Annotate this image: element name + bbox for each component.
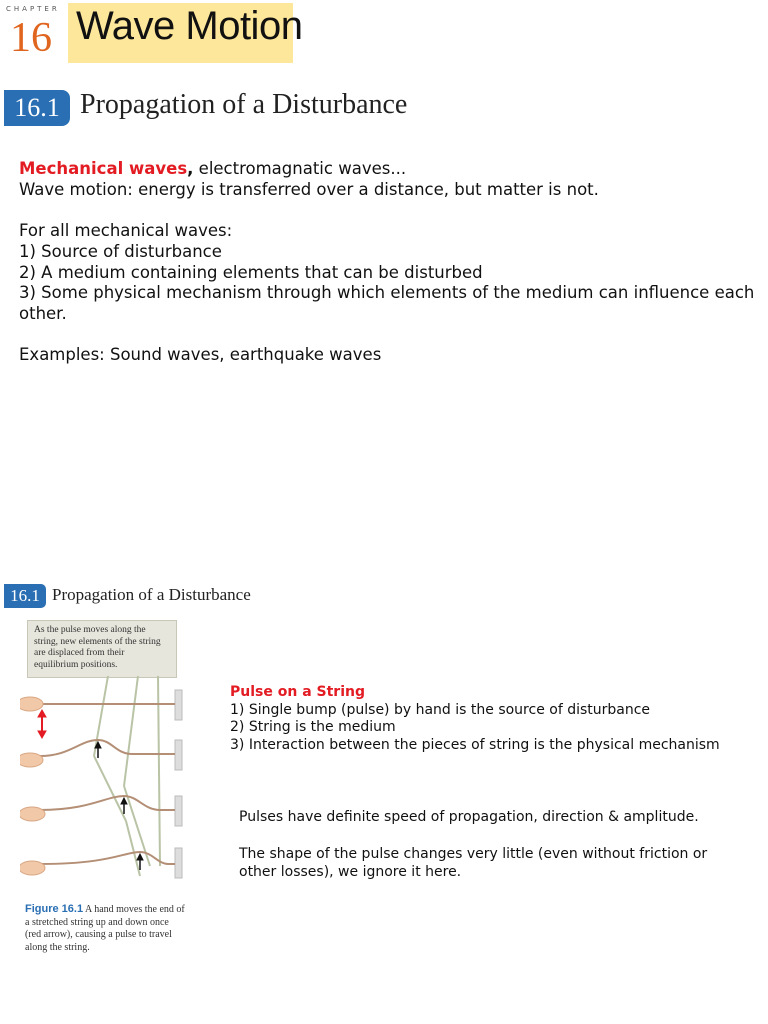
list-item: 1) Single bump (pulse) by hand is the source of disturbance <box>230 701 651 718</box>
list-heading: For all mechanical waves: <box>19 221 233 241</box>
list-item: 3) Interaction between the pieces of string is the physical mechanism <box>230 736 720 753</box>
note-line-1: Pulses have definite speed of propagation, direction & amplitude. <box>239 809 699 825</box>
highlight-suffix: , <box>187 159 194 178</box>
figure-callout-box: As the pulse moves along the string, new elements of the string are displaced from their equilibrium positions. <box>27 620 177 678</box>
wall <box>175 740 182 770</box>
list-item: 1) Source of disturbance <box>19 241 222 261</box>
figure-section-number-badge: 16.1 <box>4 584 46 608</box>
string <box>40 852 175 864</box>
intro-line-1-rest: electromagnatic waves... <box>193 159 407 178</box>
wall <box>175 796 182 826</box>
list-item: 3) Some physical mechanism through which elements of the medium can influence each other. <box>19 283 755 323</box>
wall <box>175 848 182 878</box>
list-item: 2) String is the medium <box>230 719 396 736</box>
intro-text <box>19 159 759 366</box>
pulse-notes <box>239 809 739 881</box>
examples-line: Examples: Sound waves, earthquake waves <box>19 345 382 365</box>
wall <box>175 690 182 720</box>
note-line-2: The shape of the pulse changes very little (even without friction or other losses), we ignore it here. <box>239 845 708 880</box>
chapter-label: CHAPTER <box>6 5 60 13</box>
highlight-term: Mechanical waves <box>19 159 188 178</box>
guide-line <box>94 756 126 821</box>
string <box>40 796 175 810</box>
section-number-badge: 16.1 <box>4 90 70 126</box>
figure-caption-label: Figure 16.1 <box>25 903 84 915</box>
chapter-title: Wave Motion <box>76 4 303 48</box>
list-item: 2) A medium containing elements that can be disturbed <box>19 262 483 282</box>
intro-line-1 <box>19 159 759 180</box>
figure-caption <box>25 903 185 954</box>
figure-caption-text: A hand moves the end of a stretched string up and down once (red arrow), causing a pulse to travel along the string. <box>25 904 185 953</box>
pulse-on-string-text <box>230 684 750 754</box>
guide-line <box>94 676 108 756</box>
red-up-down-arrow-icon <box>38 710 46 738</box>
pulse-title: Pulse on a String <box>230 684 365 700</box>
intro-line-2: Wave motion: energy is transferred over a distance, but matter is not. <box>19 179 599 199</box>
guide-line <box>124 676 138 786</box>
string <box>40 740 175 756</box>
chapter-number: 16 <box>10 15 52 61</box>
figure-section-title: Propagation of a Disturbance <box>52 585 251 604</box>
section-title: Propagation of a Disturbance <box>80 89 408 120</box>
pulse-on-string-illustration <box>20 676 190 898</box>
